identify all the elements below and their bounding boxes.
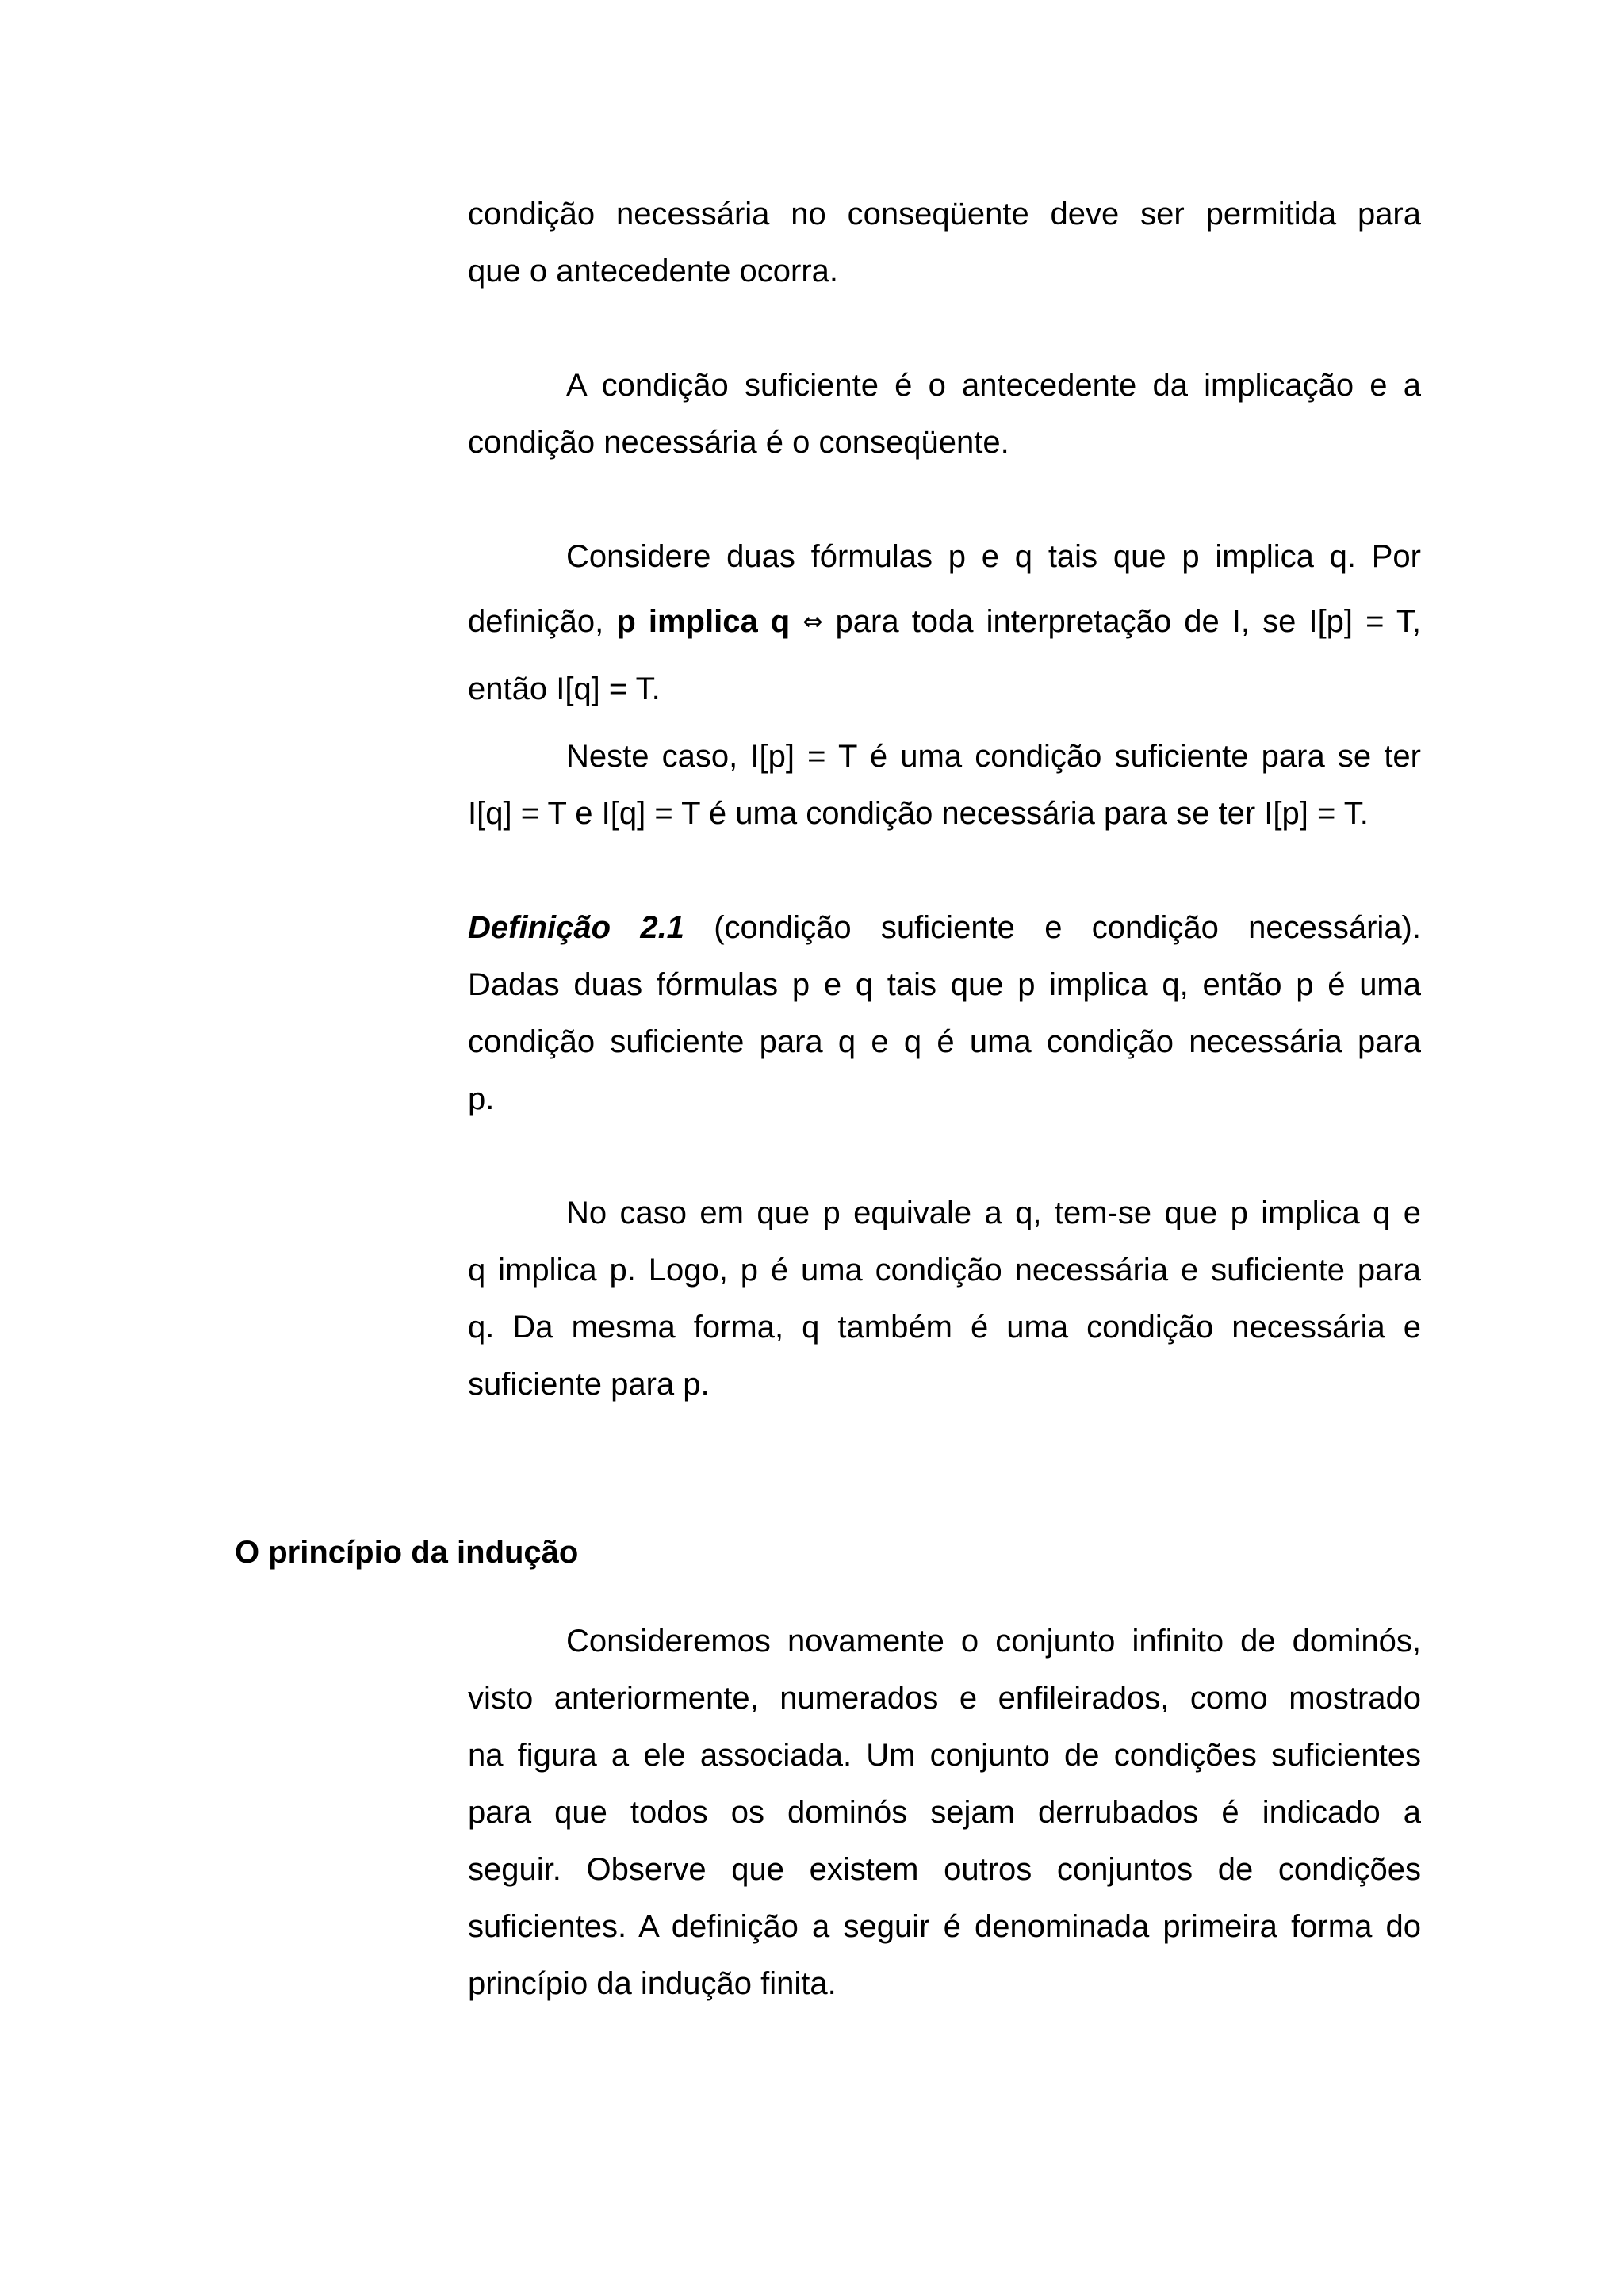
paragraph-equivalence <box>468 1184 1421 1413</box>
text-line: A condição suficiente é o antecedente da implicação e a <box>566 368 1421 403</box>
text-line: condição necessária no conseqüente deve ser permitida para <box>468 197 1421 232</box>
paragraph-implication-definition <box>468 528 1421 718</box>
definition-2-1 <box>468 899 1421 1127</box>
text-line: visto anteriormente, numerados e enfileirados, como mostrado <box>468 1681 1421 1716</box>
text-line: q implica p. Logo, p é uma condição necessária e suficiente para <box>468 1253 1421 1288</box>
text-line: princípio da indução finita. <box>468 1966 837 2001</box>
equivalence-symbol: ⇔ <box>802 608 823 636</box>
text-fragment: para toda interpretação de I, se I[p] = T, <box>822 604 1421 639</box>
text-line: na figura a ele associada. Um conjunto de condições suficientes <box>468 1738 1421 1773</box>
text-line: I[q] = T e I[q] = T é uma condição necessária para se ter I[p] = T. <box>468 796 1369 831</box>
text-line: q. Da mesma forma, q também é uma condição necessária e <box>468 1310 1421 1345</box>
text-line: seguir. Observe que existem outros conjuntos de condições <box>468 1852 1421 1887</box>
text-line: então I[q] = T. <box>468 672 661 706</box>
text-line: suficiente para p. <box>468 1367 710 1402</box>
paragraph-sufficient-condition <box>468 357 1421 471</box>
text-line <box>468 593 1421 651</box>
text-line: p. <box>468 1081 495 1116</box>
text-line: Considere duas fórmulas p e q tais que p implica q. Por <box>566 539 1421 574</box>
text-line: Consideremos novamente o conjunto infinito de dominós, <box>566 1624 1421 1659</box>
text-line: condição suficiente para q e q é uma condição necessária para <box>468 1024 1421 1059</box>
text-line: Neste caso, I[p] = T é uma condição suficiente para se ter <box>566 739 1421 774</box>
text-fragment: definição, <box>468 604 617 639</box>
section-heading: O princípio da indução <box>235 1535 579 1570</box>
paragraph-continuation <box>468 186 1421 300</box>
bold-term: p implica q <box>616 604 791 639</box>
text-line: Dadas duas fórmulas p e q tais que p implica q, então p é uma <box>468 967 1421 1002</box>
text-line: No caso em que p equivale a q, tem-se que p implica q e <box>566 1196 1421 1230</box>
paragraph-case <box>468 728 1421 842</box>
definition-label: Definição 2.1 <box>468 910 684 945</box>
text-line: para que todos os dominós sejam derrubados é indicado a <box>468 1795 1421 1830</box>
text-line: que o antecedente ocorra. <box>468 254 839 289</box>
paragraph-dominoes <box>468 1613 1421 2012</box>
text-line <box>468 899 1421 956</box>
text-fragment: (condição suficiente e condição necessária). <box>684 910 1421 945</box>
text-line: condição necessária é o conseqüente. <box>468 425 1009 460</box>
text-line: suficientes. A definição a seguir é denominada primeira forma do <box>468 1909 1421 1944</box>
